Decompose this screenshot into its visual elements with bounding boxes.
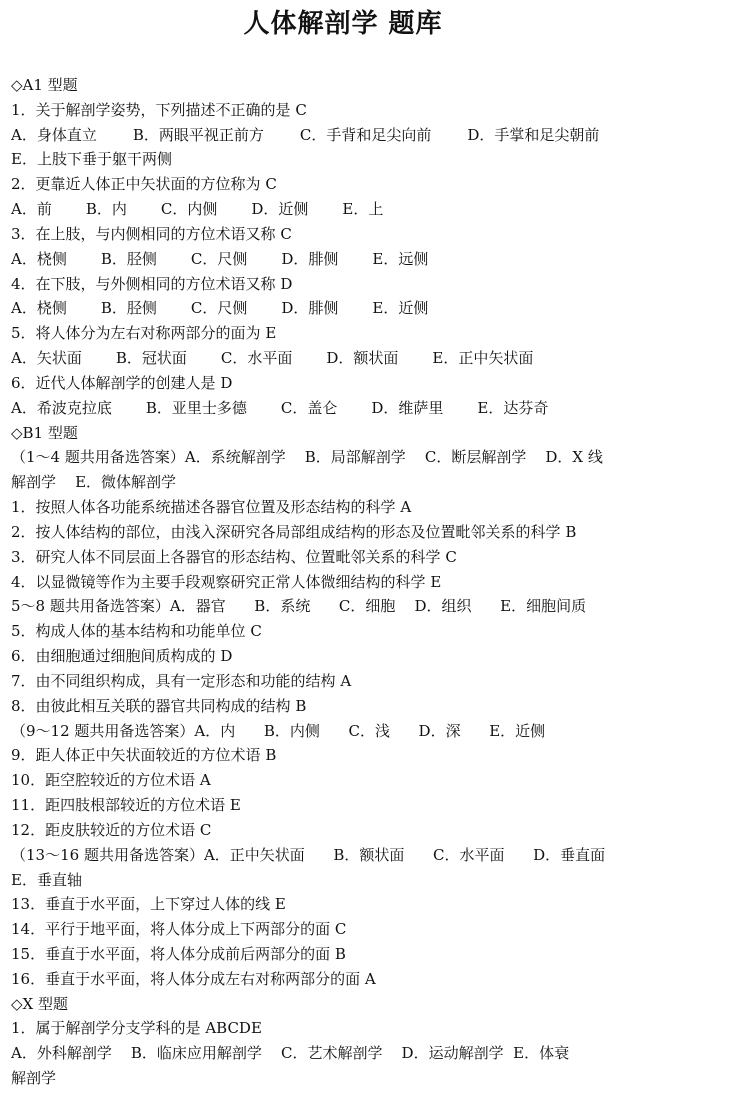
answer-group-2: 5～8 题共用备选答案）A．器官 B．系统 C．细胞 D．组织 E．细胞间质 (11, 597, 587, 616)
option-a1-1-e: E．上肢下垂于躯干两侧 (11, 150, 172, 169)
option: D．额状面 (326, 349, 399, 368)
options-a1-4 (11, 296, 681, 321)
page-title: 人体解剖学 题库 (243, 9, 443, 39)
option: A．桡侧 (11, 299, 67, 318)
section-a1-header: ◇A1 型题 (11, 76, 78, 94)
question-a1-3: 3．在上肢，与内侧相同的方位术语又称 C (11, 224, 292, 243)
document-body (11, 73, 681, 1091)
question-a1-6: 6．近代人体解剖学的创建人是 D (11, 373, 233, 392)
question-b1-4: 4．以显微镜等作为主要手段观察研究正常人体微细结构的科学 E (11, 572, 442, 591)
question-a1-5: 5．将人体分为左右对称两部分的面为 E (11, 324, 277, 343)
section-x-header: ◇X 型题 (11, 994, 68, 1013)
options-a1-2 (11, 197, 681, 222)
question-b1-7: 7．由不同组织构成，具有一定形态和功能的结构 A (11, 671, 352, 690)
option: C．尺侧 (190, 249, 248, 268)
options-a1-3 (11, 247, 681, 272)
question-b1-9: 9．距人体正中矢状面较近的方位术语 B (11, 746, 277, 765)
question-b1-2: 2．按人体结构的部位，由浅入深研究各局部组成结构的形态及位置毗邻关系的科学 B (11, 522, 577, 541)
option: D．腓侧 (281, 249, 339, 268)
question-a1-4: 4．在下肢，与外侧相同的方位术语又称 D (11, 274, 293, 293)
option: E．正中矢状面 (432, 349, 534, 368)
options-x-1-line2: 解剖学 (11, 1069, 57, 1088)
option: A．桡侧 (11, 249, 67, 268)
question-b1-1: 1．按照人体各功能系统描述各器官位置及形态结构的科学 A (11, 498, 412, 517)
question-b1-13: 13．垂直于水平面，上下穿过人体的线 E (11, 895, 286, 914)
option: B．内 (85, 200, 127, 219)
option: C．手背和足尖向前 (299, 125, 432, 144)
option: B．两眼平视正前方 (132, 125, 264, 144)
option: A．矢状面 (11, 349, 82, 368)
option: E．上 (342, 200, 384, 219)
option: D．手掌和足尖朝前 (467, 125, 600, 144)
option: D．近侧 (251, 200, 309, 219)
option: B．胫侧 (100, 299, 157, 318)
option: D．维萨里 (371, 398, 444, 417)
question-a1-2: 2．更靠近人体正中矢状面的方位称为 C (11, 175, 277, 194)
options-a1-6 (11, 396, 681, 421)
answer-group-4-line2: E．垂直轴 (11, 870, 82, 889)
option: E．远侧 (372, 249, 429, 268)
options-a1-1 (11, 123, 681, 148)
answer-group-3: （9～12 题共用备选答案）A．内 B．内侧 C．浅 D．深 E．近侧 (11, 721, 546, 740)
option: C．盖仑 (280, 398, 338, 417)
question-b1-3: 3．研究人体不同层面上各器官的形态结构、位置毗邻关系的科学 C (11, 547, 457, 566)
option: E．近侧 (372, 299, 429, 318)
option: A．希波克拉底 (11, 398, 112, 417)
option: C．尺侧 (190, 299, 248, 318)
option: C．水平面 (220, 349, 293, 368)
option: D．腓侧 (281, 299, 339, 318)
question-b1-10: 10．距空腔较近的方位术语 A (11, 771, 211, 790)
option: B．亚里士多德 (145, 398, 247, 417)
options-x-1-line1: A．外科解剖学 B．临床应用解剖学 C．艺术解剖学 D．运动解剖学 E．体衰 (11, 1044, 570, 1063)
option: C．内侧 (160, 200, 218, 219)
question-b1-12: 12．距皮肤较近的方位术语 C (11, 820, 212, 839)
question-b1-16: 16．垂直于水平面，将人体分成左右对称两部分的面 A (11, 969, 376, 988)
option: B．冠状面 (115, 349, 187, 368)
option: A．身体直立 (11, 125, 97, 144)
option: E．达芬奇 (477, 398, 549, 417)
question-b1-8: 8．由彼此相互关联的器官共同构成的结构 B (11, 696, 307, 715)
option: B．胫侧 (100, 249, 157, 268)
question-b1-14: 14．平行于地平面，将人体分成上下两部分的面 C (11, 920, 347, 939)
option: A．前 (11, 200, 52, 219)
answer-group-1-line2: 解剖学 E．微体解剖学 (11, 473, 177, 492)
answer-group-4-line1: （13～16 题共用备选答案）A．正中矢状面 B．额状面 C．水平面 D．垂直面 (11, 845, 606, 864)
question-a1-1: 1．关于解剖学姿势，下列描述不正确的是 C (11, 100, 307, 119)
question-x-1: 1．属于解剖学分支学科的是 ABCDE (11, 1019, 262, 1038)
answer-group-1-line1: （1～4 题共用备选答案）A．系统解剖学 B．局部解剖学 C．断层解剖学 D．X 线 (11, 448, 603, 467)
question-b1-6: 6．由细胞通过细胞间质构成的 D (11, 647, 233, 666)
question-b1-15: 15．垂直于水平面，将人体分成前后两部分的面 B (11, 944, 346, 963)
question-b1-5: 5．构成人体的基本结构和功能单位 C (11, 622, 262, 641)
options-a1-5 (11, 346, 681, 371)
section-b1-header: ◇B1 型题 (11, 423, 78, 442)
question-b1-11: 11．距四肢根部较近的方位术语 E (11, 796, 241, 815)
